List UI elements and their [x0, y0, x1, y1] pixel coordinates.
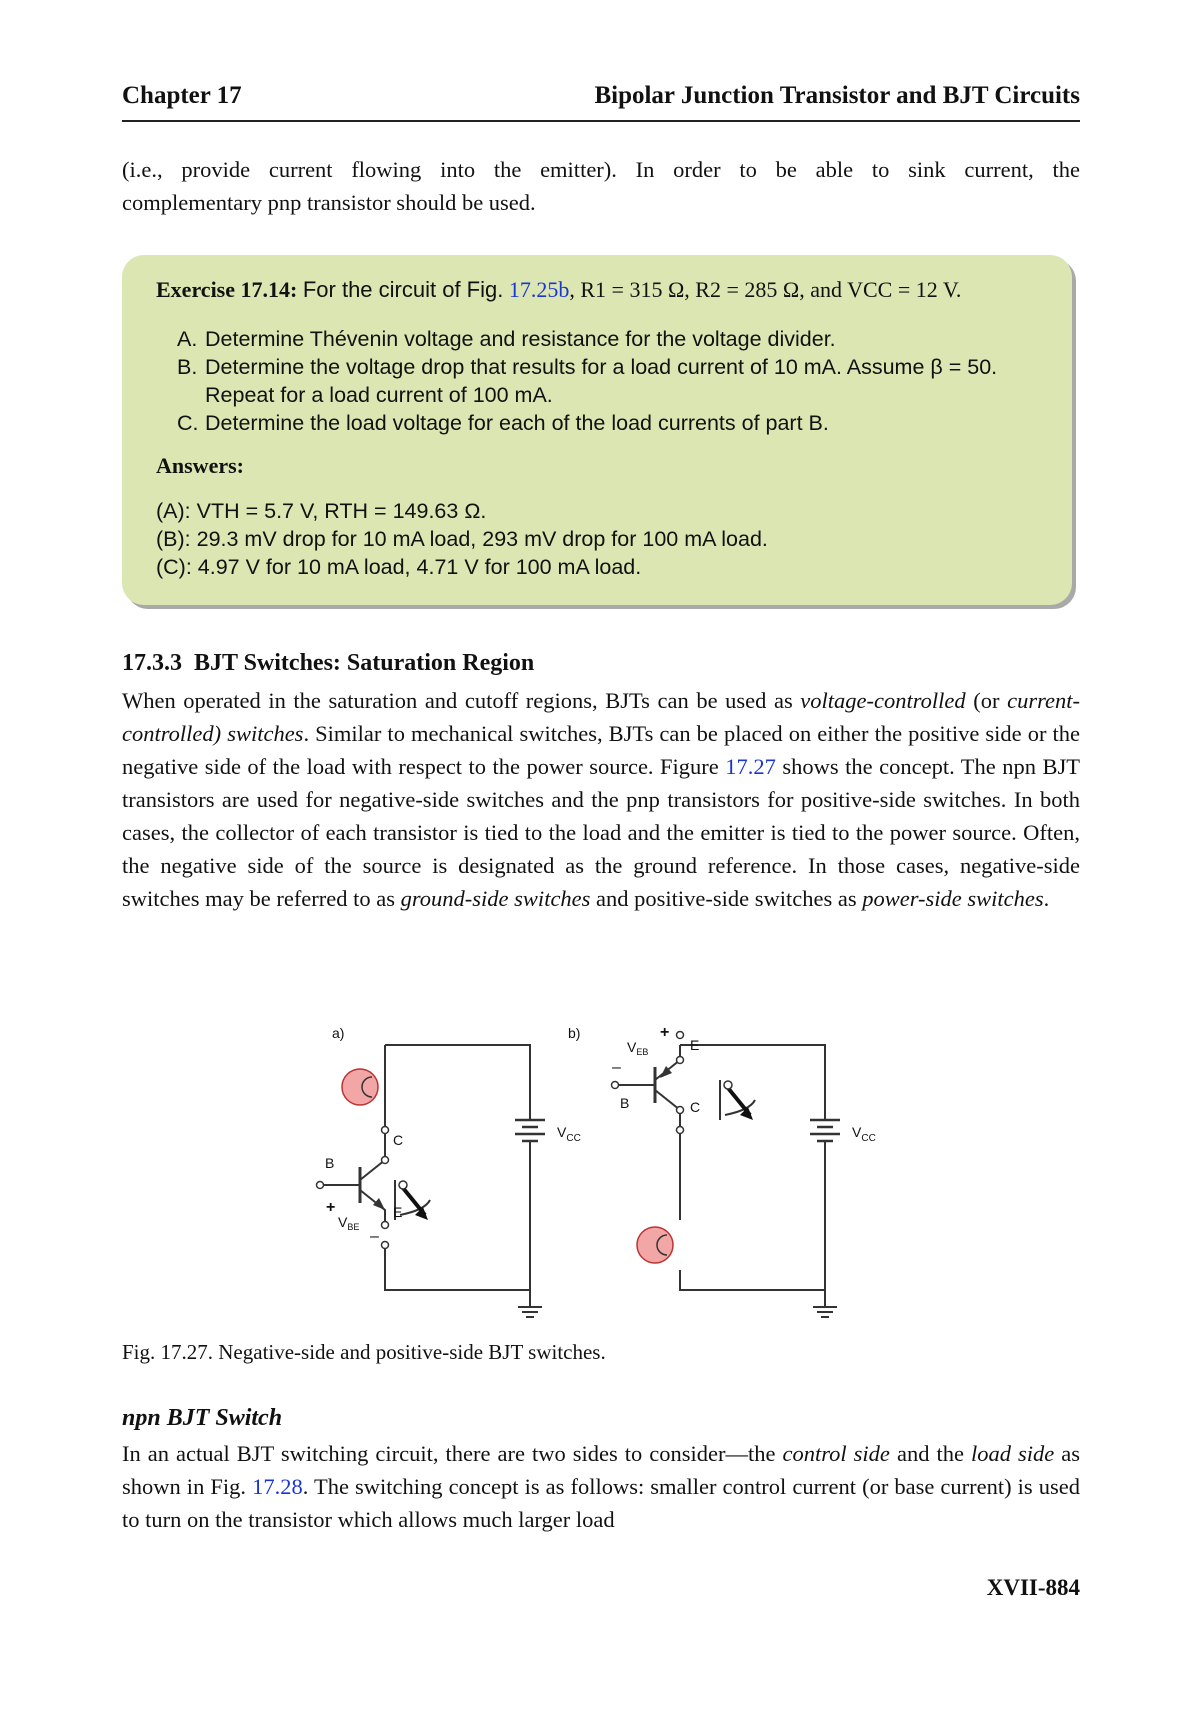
body-paragraph-2: In an actual BJT switching circuit, there are two sides to consider—the control side and the load side as shown in Fig. 17.28. The switching concept is as follows: smaller control current (or base current) is used to turn on the transistor which allows much larger load [122, 1441, 1080, 1532]
running-header [122, 80, 1080, 122]
ground-icon [518, 1307, 542, 1317]
section-heading [122, 650, 534, 677]
exercise-item-c: C. Determine the load voltage for each of the load currents of part B. [177, 411, 829, 435]
exercise-prompt-pre: For the circuit of Fig. [302, 277, 504, 302]
npn-emitter-arrow [373, 1198, 385, 1210]
base-plus-b: + [660, 1024, 670, 1041]
ground-icon [813, 1307, 837, 1317]
emitter-label-a: E [393, 1204, 403, 1220]
lamp-icon [637, 1227, 673, 1263]
vbe-label: $V_{BE}$ [338, 1214, 360, 1232]
answer-b: (B): 29.3 mV drop for 10 mA load, 293 mV drop for 100 mA load. [156, 527, 768, 551]
lamp-icon [342, 1069, 378, 1105]
base-minus-b: – [612, 1059, 621, 1076]
fig-17-25b-link[interactable]: 17.25b [508, 277, 570, 302]
answers-heading: Answers: [156, 453, 244, 478]
intro-line-2: complementary pnp transistor should be used. [122, 190, 536, 215]
veb-label: $V_{EB}$ [627, 1039, 649, 1057]
intro-line-1: (i.e., provide current flowing into the emitter). In order to be able to sink current, the [122, 157, 1080, 182]
base-plus-a: + [326, 1199, 336, 1216]
fig-17-27-link[interactable]: 17.27 [725, 754, 776, 779]
answer-a: (A): VTH = 5.7 V, RTH = 149.63 Ω. [156, 499, 487, 523]
emitter-label-b: E [690, 1037, 700, 1053]
subsection-heading: npn BJT Switch [122, 1405, 283, 1431]
section-title: BJT Switches: Saturation Region [194, 650, 535, 676]
section-number: 17.3.3 [122, 650, 182, 676]
answers-list [156, 497, 768, 581]
answer-c: (C): 4.97 V for 10 mA load, 4.71 V for 100 mA load. [156, 555, 642, 579]
exercise-item-a: A. Determine Thévenin voltage and resistance for the voltage divider. [177, 327, 836, 351]
panel-label-a: a) [332, 1025, 345, 1041]
exercise-prompt-post: , R1 = 315 Ω, R2 = 285 Ω, and VCC = 12 V. [569, 277, 962, 302]
fig-17-28-link[interactable]: 17.28 [252, 1474, 303, 1499]
collector-label-a: C [393, 1132, 404, 1148]
exercise-item-b: B. Determine the voltage drop that results for a load current of 10 mA. Assume β = 50. Repeat for a load current of 100 mA. [177, 355, 998, 407]
base-label-a: B [325, 1155, 335, 1171]
chapter-label: Chapter 17 [122, 82, 242, 109]
intro-paragraph [122, 153, 1080, 219]
exercise-title [156, 277, 961, 303]
panel-label-b: b) [568, 1025, 581, 1041]
chapter-title: Bipolar Junction Transistor and BJT Circuits [594, 82, 1080, 109]
bjt-switch-figure [300, 1005, 900, 1330]
collector-label-b: C [690, 1099, 701, 1115]
base-label-b: B [620, 1095, 630, 1111]
page-number: XVII-884 [986, 1575, 1080, 1600]
vcc-label-b: $V_{CC}$ [852, 1124, 876, 1144]
vcc-label-a: $V_{CC}$ [557, 1124, 581, 1144]
exercise-box [122, 255, 1072, 605]
exercise-items [177, 325, 1037, 437]
body-paragraph: When operated in the saturation and cutoff regions, BJTs can be used as voltage-controlled (or current-controlled) switches. Similar to mechanical switches, BJTs can be placed on either the positive side or the negative side of the load with respect to the power source. Figure 17.27 shows the concept. The npn BJT transistors are used for negative-side switches and the pnp transistors for positive-side switches. In both cases, the collector of each transistor is tied to the load and the emitter is tied to the power source. Often, the negative side of the source is designated as the ground reference. In those cases, negative-side switches may be referred to as ground-side switches and positive-side switches as power-side switches. [122, 688, 1080, 911]
exercise-label: Exercise 17.14: [156, 277, 298, 302]
base-minus-a: – [370, 1228, 379, 1245]
figure-caption: Fig. 17.27. Negative-side and positive-side BJT switches. [122, 1340, 606, 1364]
